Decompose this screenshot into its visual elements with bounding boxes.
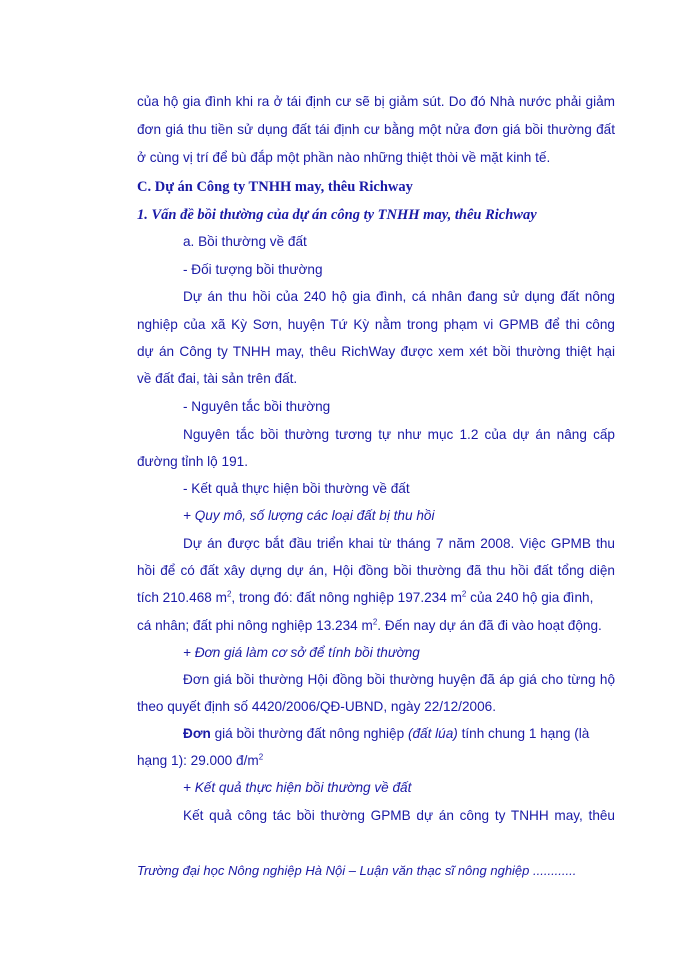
bullet-heading: - Kết quả thực hiện bồi thường về đất [183,481,410,496]
nonag-text-1: cá nhân; đất phi nông nghiệp 13.234 m [137,618,373,633]
price-lead: Đơn [183,726,211,741]
page-footer: Trường đại học Nông nghiệp Hà Nội – Luận văn thạc sĩ nông nghiệp ............ [137,863,577,878]
rate-text: hạng 1): 29.000 đ/m [137,753,259,768]
price-line [183,724,661,744]
area-line [137,588,615,608]
paragraph-line: về đất đai, tài sản trên đất. [137,371,298,386]
paragraph-line: dự án Công ty TNHH may, thêu RichWay được xem xét bồi thường thiệt hại [137,344,615,359]
paragraph-line: ở cùng vị trí để bù đắp một phần nào những thiệt thòi về mặt kinh tế. [137,150,551,165]
italic-subheading: + Kết quả thực hiện bồi thường về đất [183,780,412,795]
italic-subheading: + Quy mô, số lượng các loại đất bị thu hồi [183,508,435,523]
price-italic: (đất lúa) [407,726,458,741]
paragraph-line: Dự án được bắt đầu triển khai từ tháng 7 năm 2008. Việc GPMB thu [183,536,615,551]
italic-subheading: + Đơn giá làm cơ sở để tính bồi thường [183,645,420,660]
price-text: giá bồi thường đất nông nghiệp [210,726,408,741]
superscript: 2 [258,752,264,762]
sub-heading-a: a. Bồi thường về đất [183,234,307,249]
superscript: 2 [226,589,232,599]
paragraph-line: Dự án thu hồi của 240 hộ gia đình, cá nhân đang sử dụng đất nông [183,289,615,304]
paragraph-line: đơn giá thu tiền sử dụng đất tái định cư bằng một nửa đơn giá bồi thường đất [137,122,615,137]
superscript: 2 [461,589,467,599]
paragraph-line: Kết quả công tác bồi thường GPMB dự án công ty TNHH may, thêu [183,808,615,823]
area-text-1: tích 210.468 m [137,590,227,605]
section-heading: C. Dự án Công ty TNHH may, thêu Richway [137,179,413,195]
nonag-text-2: . Đến nay dự án đã đi vào hoạt động. [377,618,602,633]
paragraph-line: đường tỉnh lộ 191. [137,454,248,469]
superscript: 2 [372,617,378,627]
bullet-heading: - Đối tượng bồi thường [183,262,323,277]
paragraph-line: Đơn giá bồi thường Hội đồng bồi thường huyện đã áp giá cho từng hộ [183,672,615,687]
rate-line [137,751,615,771]
paragraph-line: hồi để có đất xây dựng dự án, Hội đồng bồi thường đã thu hồi đất tổng diện [137,563,615,578]
paragraph-line: nghiệp của xã Kỳ Sơn, huyện Tứ Kỳ nằm trong phạm vi GPMB để thi công [137,317,615,332]
price-tail: tính chung 1 hạng (là [457,726,590,741]
area-text-3: của 240 hộ gia đình, [466,590,594,605]
subsection-heading: 1. Vấn đề bồi thường của dự án công ty TNHH may, thêu Richway [137,207,537,223]
paragraph-line: Nguyên tắc bồi thường tương tự như mục 1.2 của dự án nâng cấp [183,427,615,442]
bullet-heading: - Nguyên tắc bồi thường [183,399,331,414]
paragraph-line: theo quyết định số 4420/2006/QĐ-UBND, ngày 22/12/2006. [137,699,496,714]
nonag-line [137,616,615,636]
paragraph-line: của hộ gia đình khi ra ở tái định cư sẽ bị giảm sút. Do đó Nhà nước phải giảm [137,94,615,109]
area-text-2: , trong đó: đất nông nghiệp 197.234 m [231,590,462,605]
